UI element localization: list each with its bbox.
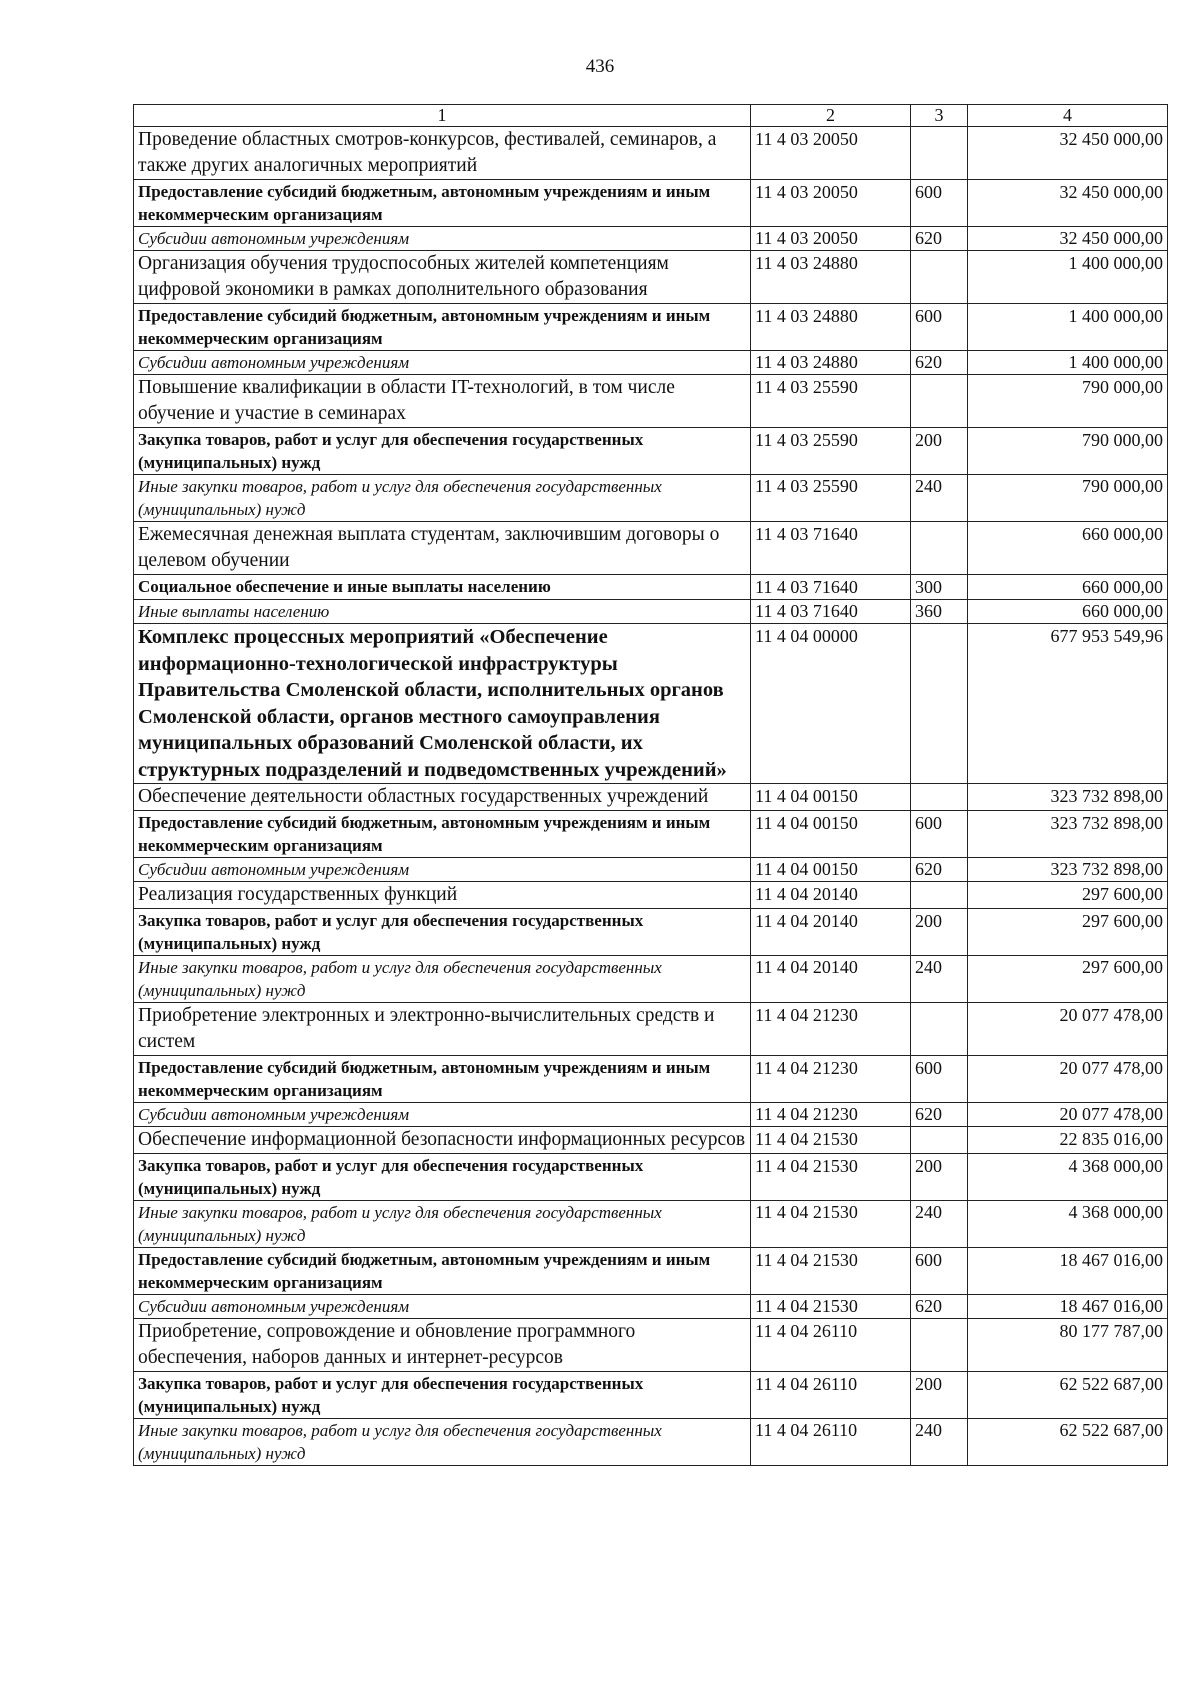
table-row xyxy=(134,600,1168,624)
target-code: 11 4 03 20050 xyxy=(751,127,911,180)
row-name: Приобретение электронных и электронно-вычислительных средств и систем xyxy=(134,1003,751,1056)
target-code: 11 4 04 00150 xyxy=(751,811,911,858)
target-code: 11 4 04 26110 xyxy=(751,1372,911,1419)
row-name: Субсидии автономным учреждениям xyxy=(134,227,751,251)
row-name: Предоставление субсидий бюджетным, автономным учреждениям и иным некоммерческим организациям xyxy=(134,1056,751,1103)
amount: 790 000,00 xyxy=(968,375,1168,428)
expense-type xyxy=(911,1003,968,1056)
row-name: Обеспечение деятельности областных государственных учреждений xyxy=(134,784,751,811)
target-code: 11 4 04 21530 xyxy=(751,1154,911,1201)
row-name: Иные закупки товаров, работ и услуг для обеспечения государственных (муниципальных) нужд xyxy=(134,956,751,1003)
table-row xyxy=(134,624,1168,784)
amount: 790 000,00 xyxy=(968,475,1168,522)
column-header-name: 1 xyxy=(134,105,751,127)
budget-table xyxy=(133,104,1168,1466)
row-name: Субсидии автономным учреждениям xyxy=(134,1295,751,1319)
row-name: Приобретение, сопровождение и обновление программного обеспечения, наборов данных и интернет-ресурсов xyxy=(134,1319,751,1372)
amount: 660 000,00 xyxy=(968,575,1168,600)
expense-type: 200 xyxy=(911,909,968,956)
column-header-code: 2 xyxy=(751,105,911,127)
table-row xyxy=(134,251,1168,304)
row-name: Иные выплаты населению xyxy=(134,600,751,624)
table-row xyxy=(134,180,1168,227)
row-name: Реализация государственных функций xyxy=(134,882,751,909)
expense-type xyxy=(911,624,968,784)
amount: 18 467 016,00 xyxy=(968,1295,1168,1319)
target-code: 11 4 04 20140 xyxy=(751,956,911,1003)
expense-type: 620 xyxy=(911,351,968,375)
target-code: 11 4 04 21230 xyxy=(751,1003,911,1056)
target-code: 11 4 03 20050 xyxy=(751,180,911,227)
target-code: 11 4 03 24880 xyxy=(751,251,911,304)
row-name: Ежемесячная денежная выплата студентам, заключившим договоры о целевом обучении xyxy=(134,522,751,575)
row-name: Обеспечение информационной безопасности информационных ресурсов xyxy=(134,1127,751,1154)
table-row xyxy=(134,1372,1168,1419)
table-row xyxy=(134,1103,1168,1127)
target-code: 11 4 04 00150 xyxy=(751,784,911,811)
amount: 297 600,00 xyxy=(968,882,1168,909)
table-row xyxy=(134,351,1168,375)
row-name: Предоставление субсидий бюджетным, автономным учреждениям и иным некоммерческим организациям xyxy=(134,1248,751,1295)
target-code: 11 4 04 21530 xyxy=(751,1248,911,1295)
page-number: 436 xyxy=(585,56,615,77)
row-name: Закупка товаров, работ и услуг для обеспечения государственных (муниципальных) нужд xyxy=(134,1154,751,1201)
row-name: Организация обучения трудоспособных жителей компетенциям цифровой экономики в рамках дополнительного образования xyxy=(134,251,751,304)
row-name: Иные закупки товаров, работ и услуг для обеспечения государственных (муниципальных) нужд xyxy=(134,475,751,522)
table-row xyxy=(134,375,1168,428)
target-code: 11 4 04 21230 xyxy=(751,1056,911,1103)
expense-type xyxy=(911,375,968,428)
expense-type: 360 xyxy=(911,600,968,624)
table-row xyxy=(134,522,1168,575)
table-row xyxy=(134,1295,1168,1319)
table-row xyxy=(134,127,1168,180)
target-code: 11 4 03 25590 xyxy=(751,428,911,475)
table-row xyxy=(134,909,1168,956)
expense-type: 600 xyxy=(911,180,968,227)
expense-type: 200 xyxy=(911,1372,968,1419)
amount: 660 000,00 xyxy=(968,600,1168,624)
row-name: Предоставление субсидий бюджетным, автономным учреждениям и иным некоммерческим организациям xyxy=(134,811,751,858)
expense-type: 620 xyxy=(911,1103,968,1127)
target-code: 11 4 04 00000 xyxy=(751,624,911,784)
table-row xyxy=(134,1056,1168,1103)
expense-type: 600 xyxy=(911,1056,968,1103)
expense-type xyxy=(911,882,968,909)
amount: 18 467 016,00 xyxy=(968,1248,1168,1295)
amount: 1 400 000,00 xyxy=(968,351,1168,375)
target-code: 11 4 03 71640 xyxy=(751,575,911,600)
row-name: Субсидии автономным учреждениям xyxy=(134,858,751,882)
expense-type xyxy=(911,784,968,811)
expense-type xyxy=(911,1127,968,1154)
amount: 80 177 787,00 xyxy=(968,1319,1168,1372)
target-code: 11 4 03 25590 xyxy=(751,475,911,522)
amount: 20 077 478,00 xyxy=(968,1103,1168,1127)
expense-type xyxy=(911,251,968,304)
target-code: 11 4 03 71640 xyxy=(751,522,911,575)
target-code: 11 4 04 21230 xyxy=(751,1103,911,1127)
table-row xyxy=(134,784,1168,811)
row-name: Предоставление субсидий бюджетным, автономным учреждениям и иным некоммерческим организациям xyxy=(134,180,751,227)
expense-type: 620 xyxy=(911,858,968,882)
expense-type: 620 xyxy=(911,227,968,251)
row-name: Субсидии автономным учреждениям xyxy=(134,1103,751,1127)
expense-type xyxy=(911,127,968,180)
row-name: Иные закупки товаров, работ и услуг для обеспечения государственных (муниципальных) нужд xyxy=(134,1419,751,1466)
amount: 660 000,00 xyxy=(968,522,1168,575)
table-row xyxy=(134,475,1168,522)
expense-type: 600 xyxy=(911,1248,968,1295)
expense-type: 200 xyxy=(911,428,968,475)
table-row xyxy=(134,428,1168,475)
expense-type: 620 xyxy=(911,1295,968,1319)
target-code: 11 4 03 24880 xyxy=(751,304,911,351)
amount: 323 732 898,00 xyxy=(968,858,1168,882)
target-code: 11 4 03 24880 xyxy=(751,351,911,375)
table-row xyxy=(134,1003,1168,1056)
target-code: 11 4 04 21530 xyxy=(751,1295,911,1319)
target-code: 11 4 04 20140 xyxy=(751,909,911,956)
table-row xyxy=(134,1319,1168,1372)
amount: 323 732 898,00 xyxy=(968,784,1168,811)
table-row xyxy=(134,1154,1168,1201)
expense-type: 240 xyxy=(911,1419,968,1466)
target-code: 11 4 04 21530 xyxy=(751,1201,911,1248)
expense-type: 240 xyxy=(911,1201,968,1248)
expense-type: 600 xyxy=(911,811,968,858)
table-row xyxy=(134,1201,1168,1248)
table-row xyxy=(134,858,1168,882)
target-code: 11 4 04 21530 xyxy=(751,1127,911,1154)
expense-type xyxy=(911,1319,968,1372)
table-row xyxy=(134,1419,1168,1466)
row-name: Комплекс процессных мероприятий «Обеспечение информационно-технологической инфраструктуры Правительства Смоленской области, исполнительных органов Смоленской области, органов местного самоуправления муниципальных образований Смоленской области, их структурных подразделений и подведомственных учреждений» xyxy=(134,624,751,784)
amount: 32 450 000,00 xyxy=(968,127,1168,180)
table-row xyxy=(134,811,1168,858)
amount: 677 953 549,96 xyxy=(968,624,1168,784)
table-row xyxy=(134,882,1168,909)
row-name: Предоставление субсидий бюджетным, автономным учреждениям и иным некоммерческим организациям xyxy=(134,304,751,351)
amount: 1 400 000,00 xyxy=(968,304,1168,351)
amount: 22 835 016,00 xyxy=(968,1127,1168,1154)
amount: 323 732 898,00 xyxy=(968,811,1168,858)
amount: 32 450 000,00 xyxy=(968,180,1168,227)
amount: 4 368 000,00 xyxy=(968,1201,1168,1248)
row-name: Закупка товаров, работ и услуг для обеспечения государственных (муниципальных) нужд xyxy=(134,1372,751,1419)
amount: 1 400 000,00 xyxy=(968,251,1168,304)
row-name: Закупка товаров, работ и услуг для обеспечения государственных (муниципальных) нужд xyxy=(134,428,751,475)
expense-type: 240 xyxy=(911,475,968,522)
table-row xyxy=(134,575,1168,600)
column-header-type: 3 xyxy=(911,105,968,127)
table-row xyxy=(134,227,1168,251)
target-code: 11 4 03 20050 xyxy=(751,227,911,251)
table-row xyxy=(134,304,1168,351)
expense-type: 600 xyxy=(911,304,968,351)
amount: 297 600,00 xyxy=(968,956,1168,1003)
expense-type xyxy=(911,522,968,575)
table-row xyxy=(134,1248,1168,1295)
table-row xyxy=(134,1127,1168,1154)
target-code: 11 4 03 25590 xyxy=(751,375,911,428)
row-name: Социальное обеспечение и иные выплаты населению xyxy=(134,575,751,600)
row-name: Закупка товаров, работ и услуг для обеспечения государственных (муниципальных) нужд xyxy=(134,909,751,956)
table-header-row xyxy=(134,105,1168,127)
amount: 20 077 478,00 xyxy=(968,1003,1168,1056)
expense-type: 200 xyxy=(911,1154,968,1201)
target-code: 11 4 03 71640 xyxy=(751,600,911,624)
amount: 4 368 000,00 xyxy=(968,1154,1168,1201)
row-name: Субсидии автономным учреждениям xyxy=(134,351,751,375)
column-header-amount: 4 xyxy=(968,105,1168,127)
amount: 790 000,00 xyxy=(968,428,1168,475)
row-name: Проведение областных смотров-конкурсов, фестивалей, семинаров, а также других аналогичных мероприятий xyxy=(134,127,751,180)
target-code: 11 4 04 26110 xyxy=(751,1319,911,1372)
amount: 297 600,00 xyxy=(968,909,1168,956)
target-code: 11 4 04 26110 xyxy=(751,1419,911,1466)
target-code: 11 4 04 20140 xyxy=(751,882,911,909)
amount: 62 522 687,00 xyxy=(968,1372,1168,1419)
amount: 20 077 478,00 xyxy=(968,1056,1168,1103)
row-name: Повышение квалификации в области IT-технологий, в том числе обучение и участие в семинарах xyxy=(134,375,751,428)
target-code: 11 4 04 00150 xyxy=(751,858,911,882)
expense-type: 240 xyxy=(911,956,968,1003)
amount: 32 450 000,00 xyxy=(968,227,1168,251)
expense-type: 300 xyxy=(911,575,968,600)
table-row xyxy=(134,956,1168,1003)
amount: 62 522 687,00 xyxy=(968,1419,1168,1466)
row-name: Иные закупки товаров, работ и услуг для обеспечения государственных (муниципальных) нужд xyxy=(134,1201,751,1248)
